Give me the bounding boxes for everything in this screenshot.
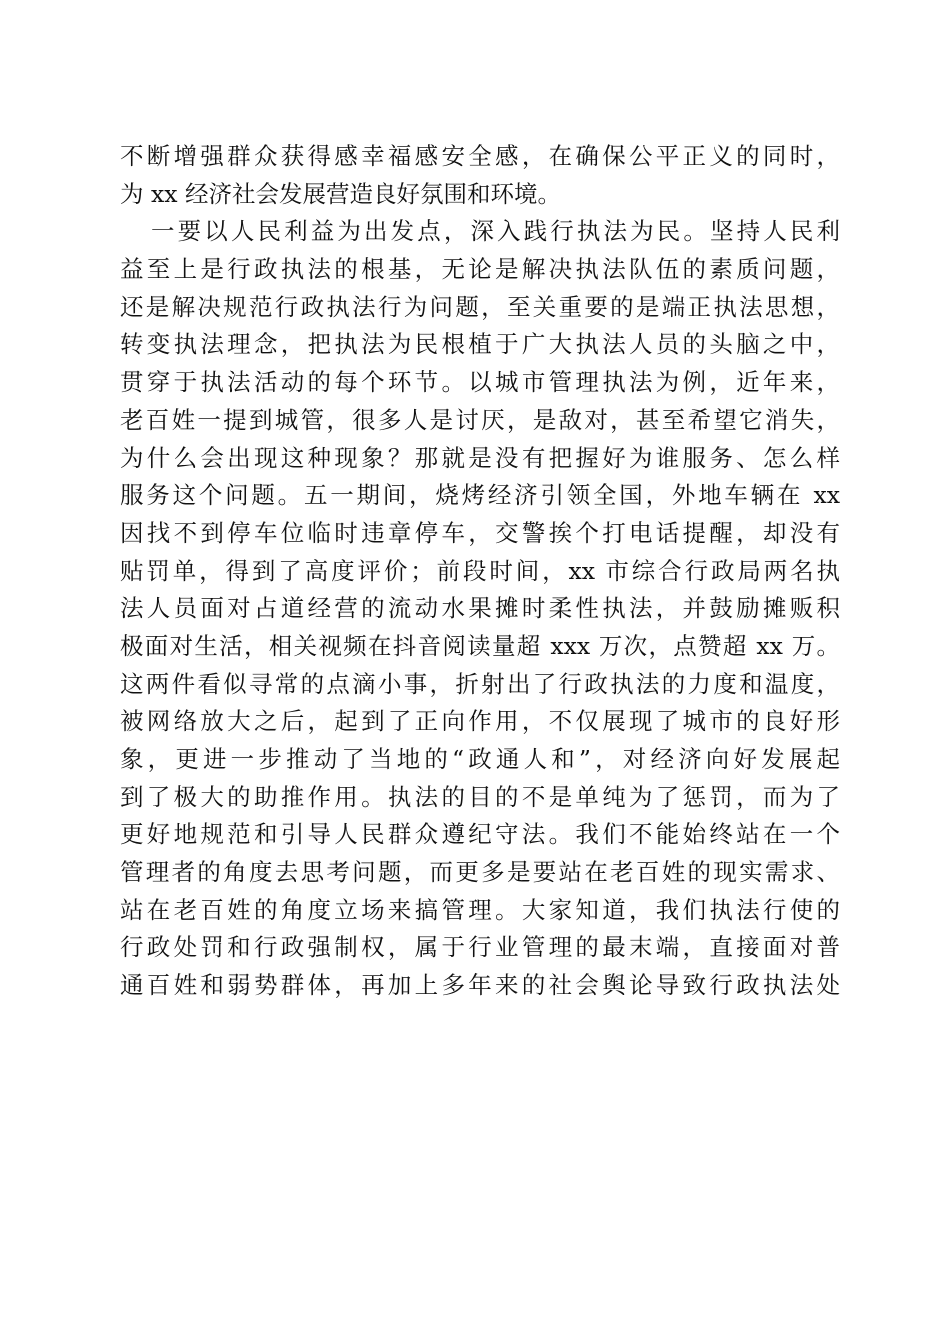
text-line: 贯穿于执法活动的每个环节。以城市管理执法为例，近年来， <box>120 368 840 397</box>
text-line: 更好地规范和引导人民群众遵纪守法。我们不能始终站在一个 <box>120 820 840 849</box>
paragraph-first-line: 一要以人民利益为出发点，深入践行执法为民。坚持人民利 <box>151 217 840 246</box>
text-line: 通百姓和弱势群体，再加上多年来的社会舆论导致行政执法处 <box>120 971 840 1000</box>
text-line: 站在老百姓的角度立场来搞管理。大家知道，我们执法行使的 <box>120 895 840 924</box>
text-line: 这两件看似寻常的点滴小事，折射出了行政执法的力度和温度， <box>120 669 840 698</box>
text-line: 还是解决规范行政执法行为问题，至关重要的是端正执法思想， <box>120 292 840 321</box>
text-line: 法人员面对占道经营的流动水果摊时柔性执法，并鼓励摊贩积 <box>120 594 840 623</box>
text-line: 老百姓一提到城管，很多人是讨厌，是敌对，甚至希望它消失， <box>120 405 840 434</box>
text-line: 转变执法理念，把执法为民根植于广大执法人员的头脑之中， <box>120 330 840 359</box>
text-line: 到了极大的助推作用。执法的目的不是单纯为了惩罚，而为了 <box>120 782 840 811</box>
text-line: 不断增强群众获得感幸福感安全感，在确保公平正义的同时， <box>120 142 840 170</box>
text-line: 象，更进一步推动了当地的“政通人和”，对经济向好发展起 <box>120 745 840 773</box>
text-line: 贴罚单，得到了高度评价；前段时间，xx 市综合行政局两名执 <box>120 556 840 585</box>
text-line: 行政处罚和行政强制权，属于行业管理的最末端，直接面对普 <box>120 933 840 962</box>
text-line: 管理者的角度去思考问题，而更多是要站在老百姓的现实需求、 <box>120 858 840 887</box>
text-line: 为 xx 经济社会发展营造良好氛围和环境。 <box>120 179 561 208</box>
body-text <box>120 138 840 1005</box>
text-line: 被网络放大之后，起到了正向作用，不仅展现了城市的良好形 <box>120 707 840 736</box>
text-line: 服务这个问题。五一期间，烧烤经济引领全国，外地车辆在 xx <box>120 481 840 510</box>
text-line: 益至上是行政执法的根基，无论是解决执法队伍的素质问题， <box>120 255 840 284</box>
text-line: 因找不到停车位临时违章停车，交警挨个打电话提醒，却没有 <box>120 518 840 547</box>
text-line: 极面对生活，相关视频在抖音阅读量超 xxx 万次，点赞超 xx 万。 <box>120 631 840 660</box>
text-line: 为什么会出现这种现象？那就是没有把握好为谁服务、怎么样 <box>120 443 840 472</box>
